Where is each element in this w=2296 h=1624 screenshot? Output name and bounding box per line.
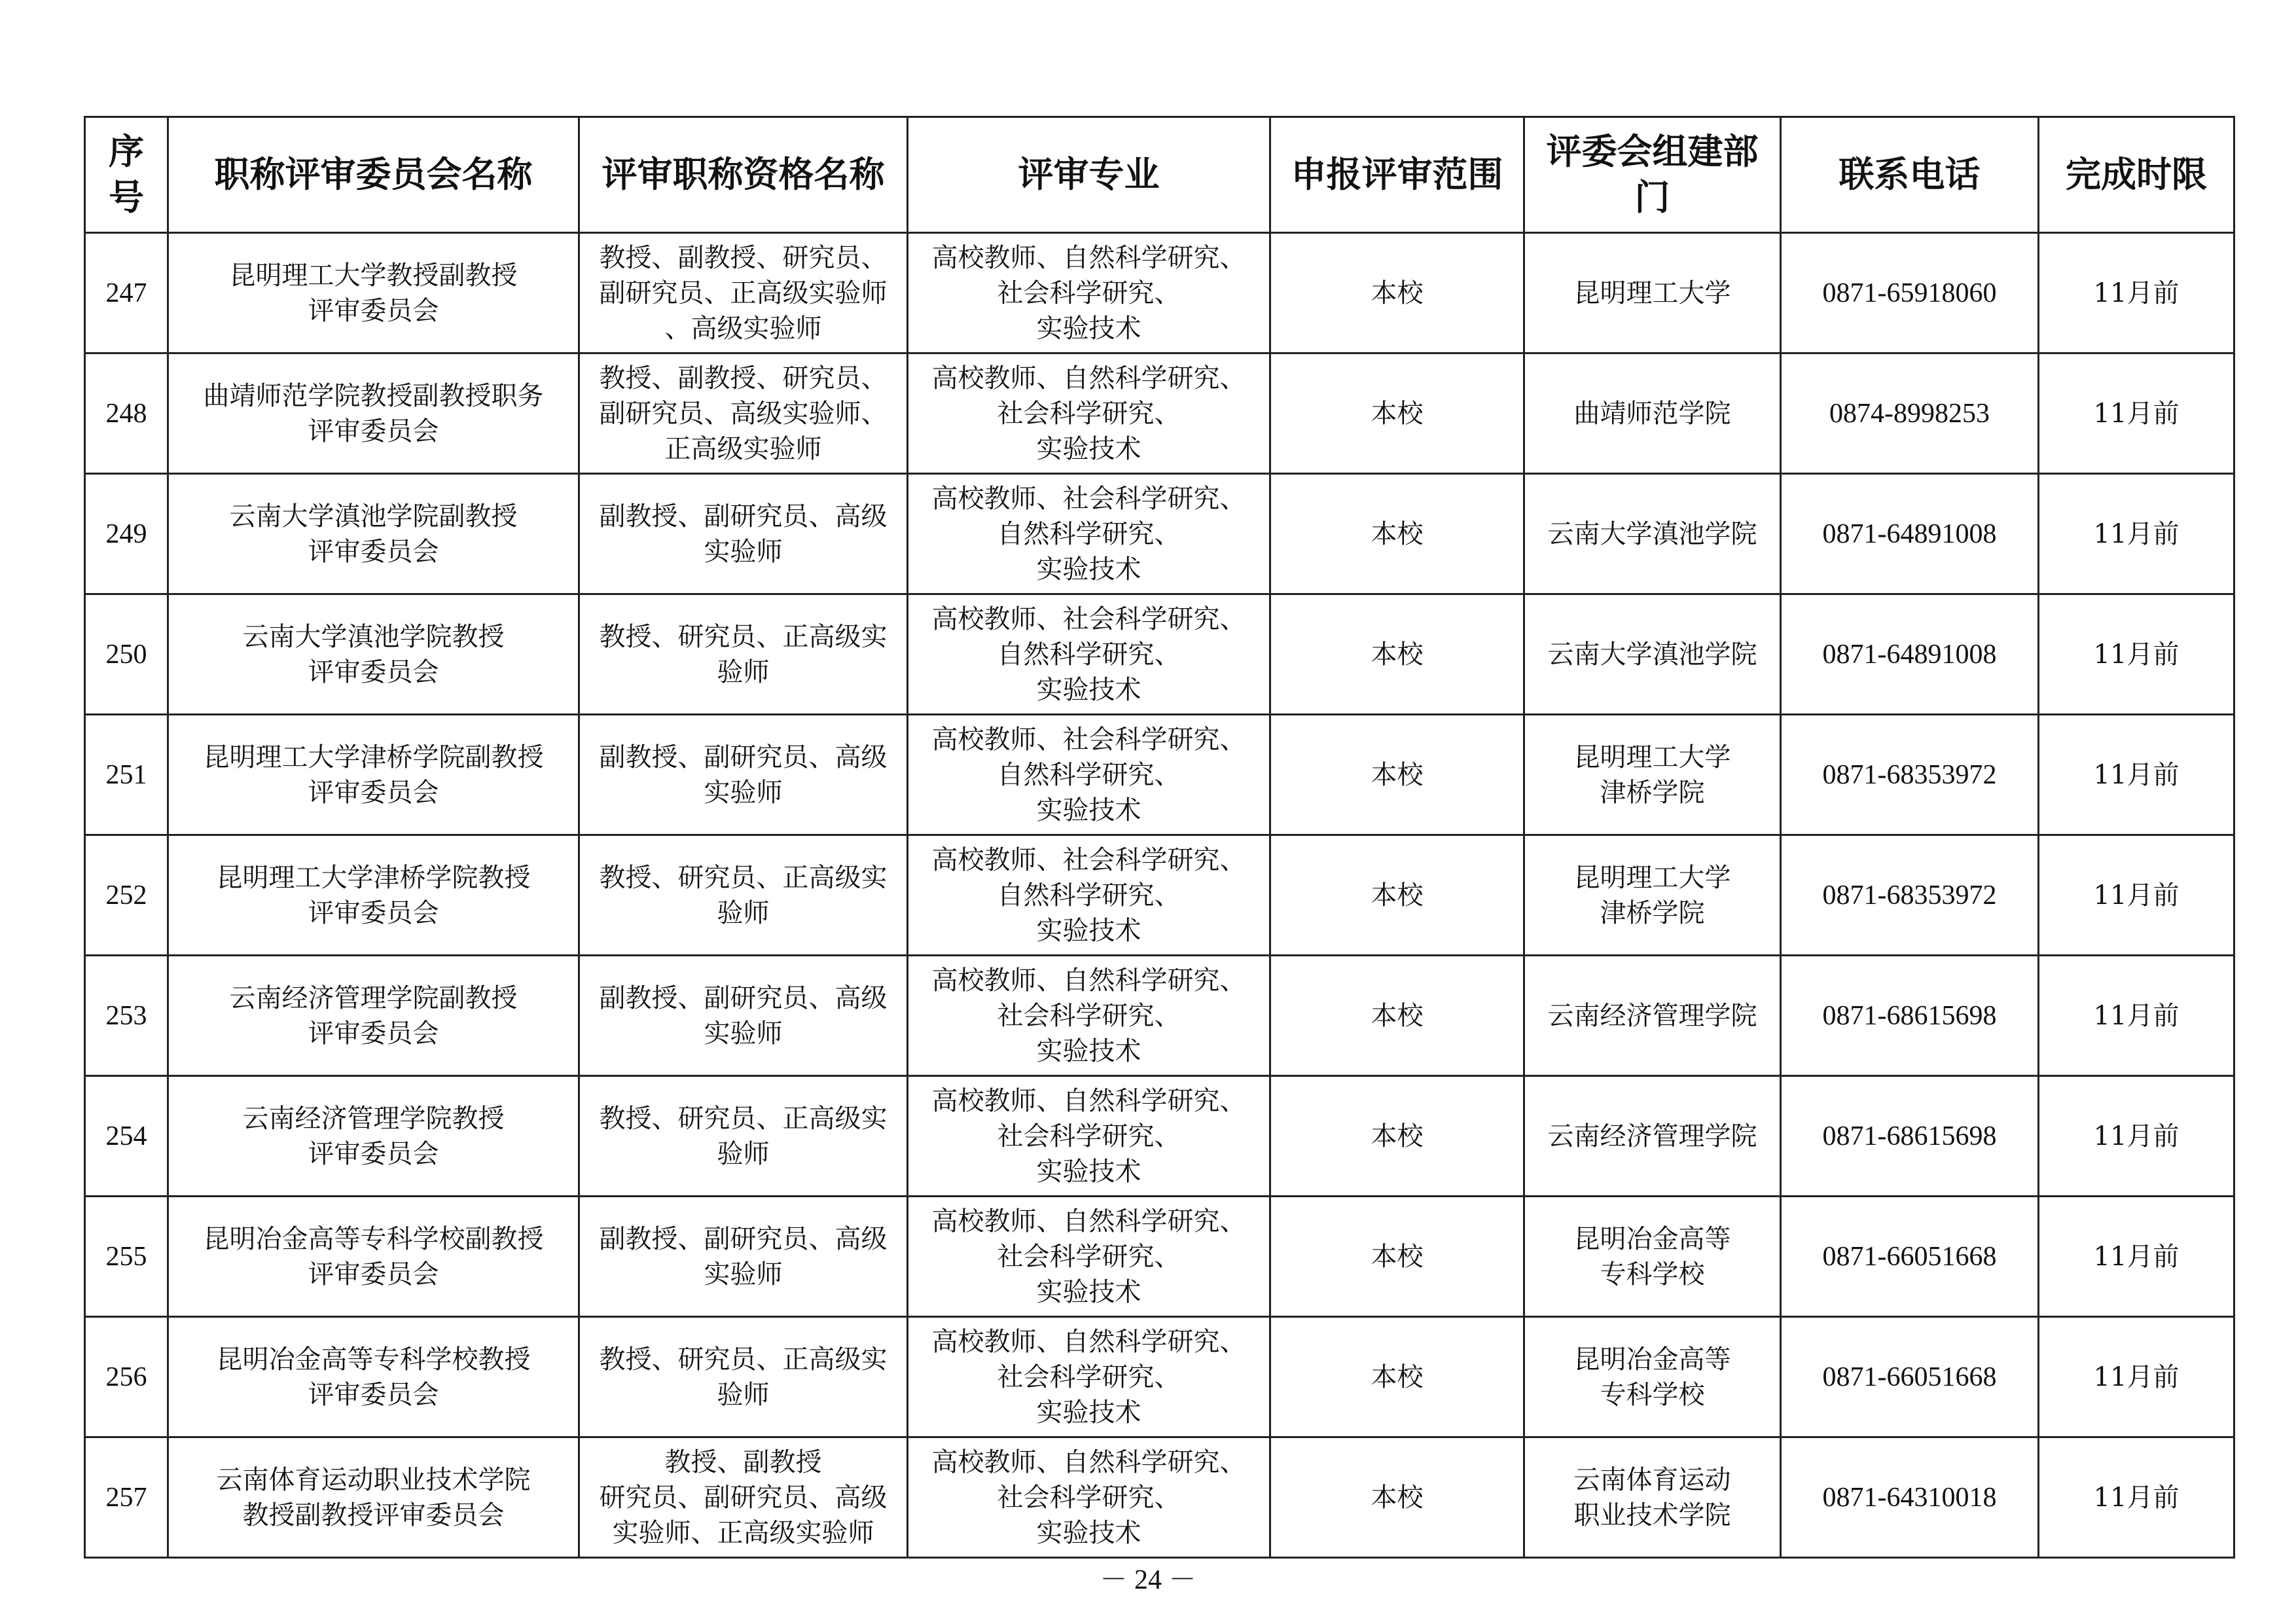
cell-committee-name: 昆明理工大学津桥学院副教授 评审委员会 [168, 715, 579, 835]
cell-committee-name: 云南体育运动职业技术学院 教授副教授评审委员会 [168, 1437, 579, 1558]
cell-phone: 0871-66051668 [1781, 1197, 2039, 1317]
cell-scope: 本校 [1270, 715, 1524, 835]
cell-specialty: 高校教师、自然科学研究、 社会科学研究、 实验技术 [908, 1076, 1270, 1197]
cell-committee-name: 昆明冶金高等专科学校教授 评审委员会 [168, 1317, 579, 1437]
cell-department: 曲靖师范学院 [1524, 353, 1781, 474]
table-body [85, 233, 2234, 1558]
cell-seq: 251 [85, 715, 168, 835]
cell-seq: 248 [85, 353, 168, 474]
cell-phone: 0871-66051668 [1781, 1317, 2039, 1437]
header-seq: 序 号 [85, 117, 168, 233]
table-row [85, 956, 2234, 1076]
cell-seq: 257 [85, 1437, 168, 1558]
cell-phone: 0871-68615698 [1781, 956, 2039, 1076]
cell-specialty: 高校教师、自然科学研究、 社会科学研究、 实验技术 [908, 233, 1270, 353]
cell-title-qualification: 教授、研究员、正高级实 验师 [579, 594, 908, 715]
cell-seq: 255 [85, 1197, 168, 1317]
cell-committee-name: 云南大学滇池学院副教授 评审委员会 [168, 474, 579, 594]
cell-department: 云南经济管理学院 [1524, 1076, 1781, 1197]
cell-deadline: 11月前 [2039, 1437, 2234, 1558]
table-row [85, 474, 2234, 594]
cell-title-qualification: 副教授、副研究员、高级 实验师 [579, 715, 908, 835]
cell-title-qualification: 教授、研究员、正高级实 验师 [579, 1076, 908, 1197]
cell-deadline: 11月前 [2039, 1076, 2234, 1197]
cell-title-qualification: 教授、副教授、研究员、 副研究员、高级实验师、 正高级实验师 [579, 353, 908, 474]
cell-deadline: 11月前 [2039, 1197, 2234, 1317]
cell-title-qualification: 副教授、副研究员、高级 实验师 [579, 474, 908, 594]
cell-phone: 0871-65918060 [1781, 233, 2039, 353]
cell-department: 昆明理工大学 津桥学院 [1524, 835, 1781, 956]
cell-specialty: 高校教师、自然科学研究、 社会科学研究、 实验技术 [908, 1437, 1270, 1558]
cell-deadline: 11月前 [2039, 715, 2234, 835]
cell-phone: 0871-64891008 [1781, 474, 2039, 594]
table-row [85, 353, 2234, 474]
cell-seq: 249 [85, 474, 168, 594]
cell-scope: 本校 [1270, 835, 1524, 956]
cell-seq: 254 [85, 1076, 168, 1197]
cell-deadline: 11月前 [2039, 594, 2234, 715]
cell-phone: 0871-68353972 [1781, 835, 2039, 956]
cell-deadline: 11月前 [2039, 956, 2234, 1076]
cell-phone: 0871-68353972 [1781, 715, 2039, 835]
cell-seq: 247 [85, 233, 168, 353]
header-title-qualification: 评审职称资格名称 [579, 117, 908, 233]
cell-specialty: 高校教师、自然科学研究、 社会科学研究、 实验技术 [908, 353, 1270, 474]
cell-specialty: 高校教师、社会科学研究、 自然科学研究、 实验技术 [908, 474, 1270, 594]
cell-seq: 256 [85, 1317, 168, 1437]
cell-committee-name: 云南大学滇池学院教授 评审委员会 [168, 594, 579, 715]
cell-scope: 本校 [1270, 1197, 1524, 1317]
header-department: 评委会组建部 门 [1524, 117, 1781, 233]
header-phone: 联系电话 [1781, 117, 2039, 233]
cell-department: 昆明理工大学 津桥学院 [1524, 715, 1781, 835]
header-specialty: 评审专业 [908, 117, 1270, 233]
table-row [85, 1437, 2234, 1558]
cell-scope: 本校 [1270, 956, 1524, 1076]
cell-title-qualification: 教授、副教授 研究员、副研究员、高级 实验师、正高级实验师 [579, 1437, 908, 1558]
cell-deadline: 11月前 [2039, 233, 2234, 353]
cell-department: 云南大学滇池学院 [1524, 474, 1781, 594]
table-header-row [85, 117, 2234, 233]
table-row [85, 233, 2234, 353]
cell-department: 昆明冶金高等 专科学校 [1524, 1197, 1781, 1317]
cell-title-qualification: 副教授、副研究员、高级 实验师 [579, 956, 908, 1076]
cell-committee-name: 昆明冶金高等专科学校副教授 评审委员会 [168, 1197, 579, 1317]
cell-specialty: 高校教师、自然科学研究、 社会科学研究、 实验技术 [908, 1197, 1270, 1317]
cell-scope: 本校 [1270, 353, 1524, 474]
table-row [85, 835, 2234, 956]
cell-phone: 0871-64310018 [1781, 1437, 2039, 1558]
cell-department: 云南大学滇池学院 [1524, 594, 1781, 715]
cell-specialty: 高校教师、社会科学研究、 自然科学研究、 实验技术 [908, 715, 1270, 835]
cell-deadline: 11月前 [2039, 1317, 2234, 1437]
cell-department: 昆明理工大学 [1524, 233, 1781, 353]
review-committee-table [84, 116, 2235, 1559]
cell-specialty: 高校教师、自然科学研究、 社会科学研究、 实验技术 [908, 1317, 1270, 1437]
cell-department: 云南经济管理学院 [1524, 956, 1781, 1076]
cell-phone: 0874-8998253 [1781, 353, 2039, 474]
table-row [85, 715, 2234, 835]
cell-scope: 本校 [1270, 1317, 1524, 1437]
cell-deadline: 11月前 [2039, 353, 2234, 474]
cell-committee-name: 曲靖师范学院教授副教授职务 评审委员会 [168, 353, 579, 474]
header-scope: 申报评审范围 [1270, 117, 1524, 233]
table-row [85, 1076, 2234, 1197]
header-committee-name: 职称评审委员会名称 [168, 117, 579, 233]
cell-deadline: 11月前 [2039, 835, 2234, 956]
table-row [85, 1317, 2234, 1437]
cell-department: 云南体育运动 职业技术学院 [1524, 1437, 1781, 1558]
cell-committee-name: 云南经济管理学院教授 评审委员会 [168, 1076, 579, 1197]
cell-committee-name: 云南经济管理学院副教授 评审委员会 [168, 956, 579, 1076]
cell-seq: 252 [85, 835, 168, 956]
cell-deadline: 11月前 [2039, 474, 2234, 594]
cell-committee-name: 昆明理工大学津桥学院教授 评审委员会 [168, 835, 579, 956]
cell-phone: 0871-68615698 [1781, 1076, 2039, 1197]
header-deadline: 完成时限 [2039, 117, 2234, 233]
cell-scope: 本校 [1270, 233, 1524, 353]
cell-specialty: 高校教师、社会科学研究、 自然科学研究、 实验技术 [908, 835, 1270, 956]
cell-seq: 253 [85, 956, 168, 1076]
cell-scope: 本校 [1270, 1437, 1524, 1558]
cell-scope: 本校 [1270, 594, 1524, 715]
cell-title-qualification: 副教授、副研究员、高级 实验师 [579, 1197, 908, 1317]
cell-scope: 本校 [1270, 1076, 1524, 1197]
cell-seq: 250 [85, 594, 168, 715]
cell-title-qualification: 教授、研究员、正高级实 验师 [579, 835, 908, 956]
cell-department: 昆明冶金高等 专科学校 [1524, 1317, 1781, 1437]
cell-specialty: 高校教师、社会科学研究、 自然科学研究、 实验技术 [908, 594, 1270, 715]
cell-title-qualification: 教授、副教授、研究员、 副研究员、正高级实验师 、高级实验师 [579, 233, 908, 353]
page-number: － 24 － [1100, 1565, 1196, 1595]
cell-committee-name: 昆明理工大学教授副教授 评审委员会 [168, 233, 579, 353]
cell-specialty: 高校教师、自然科学研究、 社会科学研究、 实验技术 [908, 956, 1270, 1076]
cell-title-qualification: 教授、研究员、正高级实 验师 [579, 1317, 908, 1437]
table-row [85, 1197, 2234, 1317]
cell-phone: 0871-64891008 [1781, 594, 2039, 715]
cell-scope: 本校 [1270, 474, 1524, 594]
table-row [85, 594, 2234, 715]
